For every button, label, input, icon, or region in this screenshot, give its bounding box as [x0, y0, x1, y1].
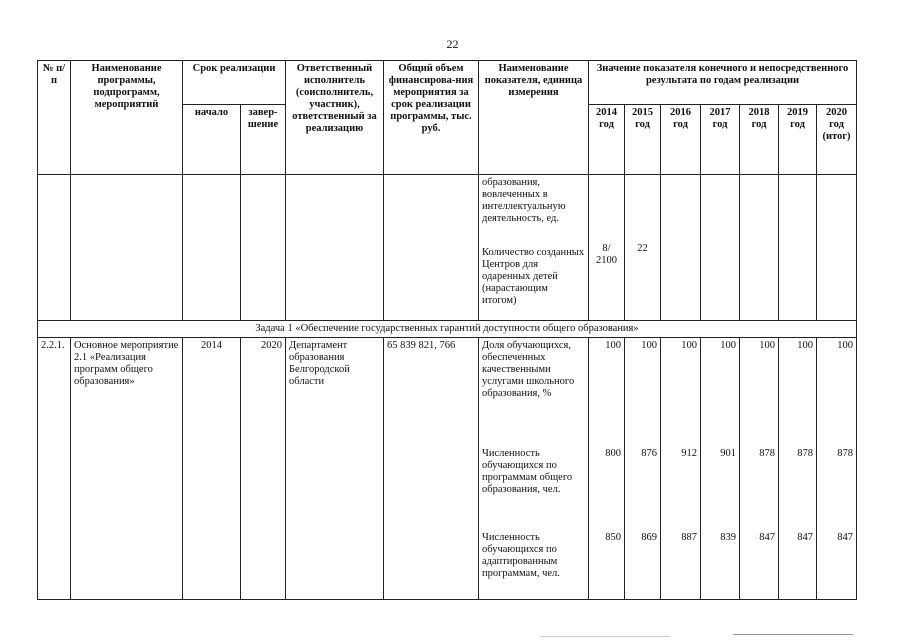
header-funding: Общий объем финансирова-ния мероприятия за срок реализации программы, тыс. руб. — [384, 61, 479, 175]
year-values — [589, 338, 625, 600]
value-cell: 100 — [605, 340, 621, 351]
indicator-text: Численность обучающихся по программам общего образования, чел. — [482, 448, 573, 495]
responsible: Департамент образования Белгородской области — [286, 338, 384, 600]
year-values — [625, 338, 661, 600]
value-cell: 876 — [641, 448, 657, 459]
indicator-cell — [479, 175, 589, 321]
event-name: Основное мероприятие 2.1 «Реализация программ общего образования» — [71, 338, 183, 600]
value-cell: 847 — [837, 532, 854, 543]
value-cell: 847 — [759, 532, 775, 543]
header-responsible: Ответственный исполнитель (соисполнитель, участник), ответственный за реализацию — [286, 61, 384, 175]
indicators-cell — [479, 338, 589, 600]
scan-artifact — [540, 636, 670, 637]
value-cell: 847 — [797, 532, 813, 543]
value-cell: 100 — [720, 340, 736, 351]
header-row-1 — [38, 61, 857, 105]
value-cell: 22 — [625, 175, 661, 321]
value-cell: 839 — [720, 532, 736, 543]
indicator-text: образования, вовлеченных в интеллектуальную деятельность, ед. — [482, 177, 566, 224]
start-year: 2014 — [183, 338, 241, 600]
value-cell: 878 — [759, 448, 775, 459]
year-values — [817, 338, 857, 600]
value-cell: 878 — [797, 448, 813, 459]
funding-total: 65 839 821, 766 — [384, 338, 479, 600]
task-title: Задача 1 «Обеспечение государственных гарантий доступности общего образования» — [38, 321, 857, 338]
header-end: завер-шение — [241, 105, 286, 175]
end-year: 2020 — [241, 338, 286, 600]
row-number: 2.2.1. — [38, 338, 71, 600]
header-year: 2017 год — [701, 105, 740, 175]
value-cell: 901 — [720, 448, 736, 459]
header-name: Наименование программы, подпрограмм, мероприятий — [71, 61, 183, 175]
value-cell: 869 — [641, 532, 657, 543]
page-number: 22 — [446, 37, 459, 51]
value-cell: 100 — [759, 340, 775, 351]
header-year: 2016 год — [661, 105, 701, 175]
header-start: начало — [183, 105, 241, 175]
header-values-title: Значение показателя конечного и непосредственного результата по годам реализации — [589, 61, 857, 105]
value-cell: 8/ 2100 — [589, 175, 625, 321]
indicator-text: Количество созданных Центров для одаренных детей (нарастающим итогом) — [482, 247, 585, 306]
value-cell: 100 — [681, 340, 697, 351]
header-year: 2020 год (итог) — [817, 105, 857, 175]
value-cell: 100 — [837, 340, 854, 351]
header-indicator: Наименование показателя, единица измерения — [479, 61, 589, 175]
value-cell: 850 — [605, 532, 621, 543]
header-year: 2015 год — [625, 105, 661, 175]
value-cell: 912 — [681, 448, 697, 459]
value-cell: 100 — [797, 340, 813, 351]
value-cell: 887 — [681, 532, 697, 543]
value-cell: 878 — [837, 448, 854, 459]
year-values — [779, 338, 817, 600]
scan-artifact — [733, 634, 853, 635]
task-row — [38, 321, 857, 338]
header-year: 2018 год — [740, 105, 779, 175]
header-num: № п/п — [38, 61, 71, 175]
header-period: Срок реализации — [183, 61, 286, 105]
program-table — [37, 60, 857, 600]
value-cell: 100 — [641, 340, 657, 351]
main-row — [38, 338, 857, 600]
year-values — [661, 338, 701, 600]
year-values — [740, 338, 779, 600]
indicator-text: Численность обучающихся по адаптированным программам, чел. — [482, 532, 560, 579]
indicator-text: Доля обучающихся, обеспеченных качественными услугами школьного образования, % — [482, 340, 575, 399]
year-values — [701, 338, 740, 600]
header-year: 2014 год — [589, 105, 625, 175]
continued-row — [38, 175, 857, 321]
header-year: 2019 год — [779, 105, 817, 175]
value-cell: 800 — [605, 448, 621, 459]
